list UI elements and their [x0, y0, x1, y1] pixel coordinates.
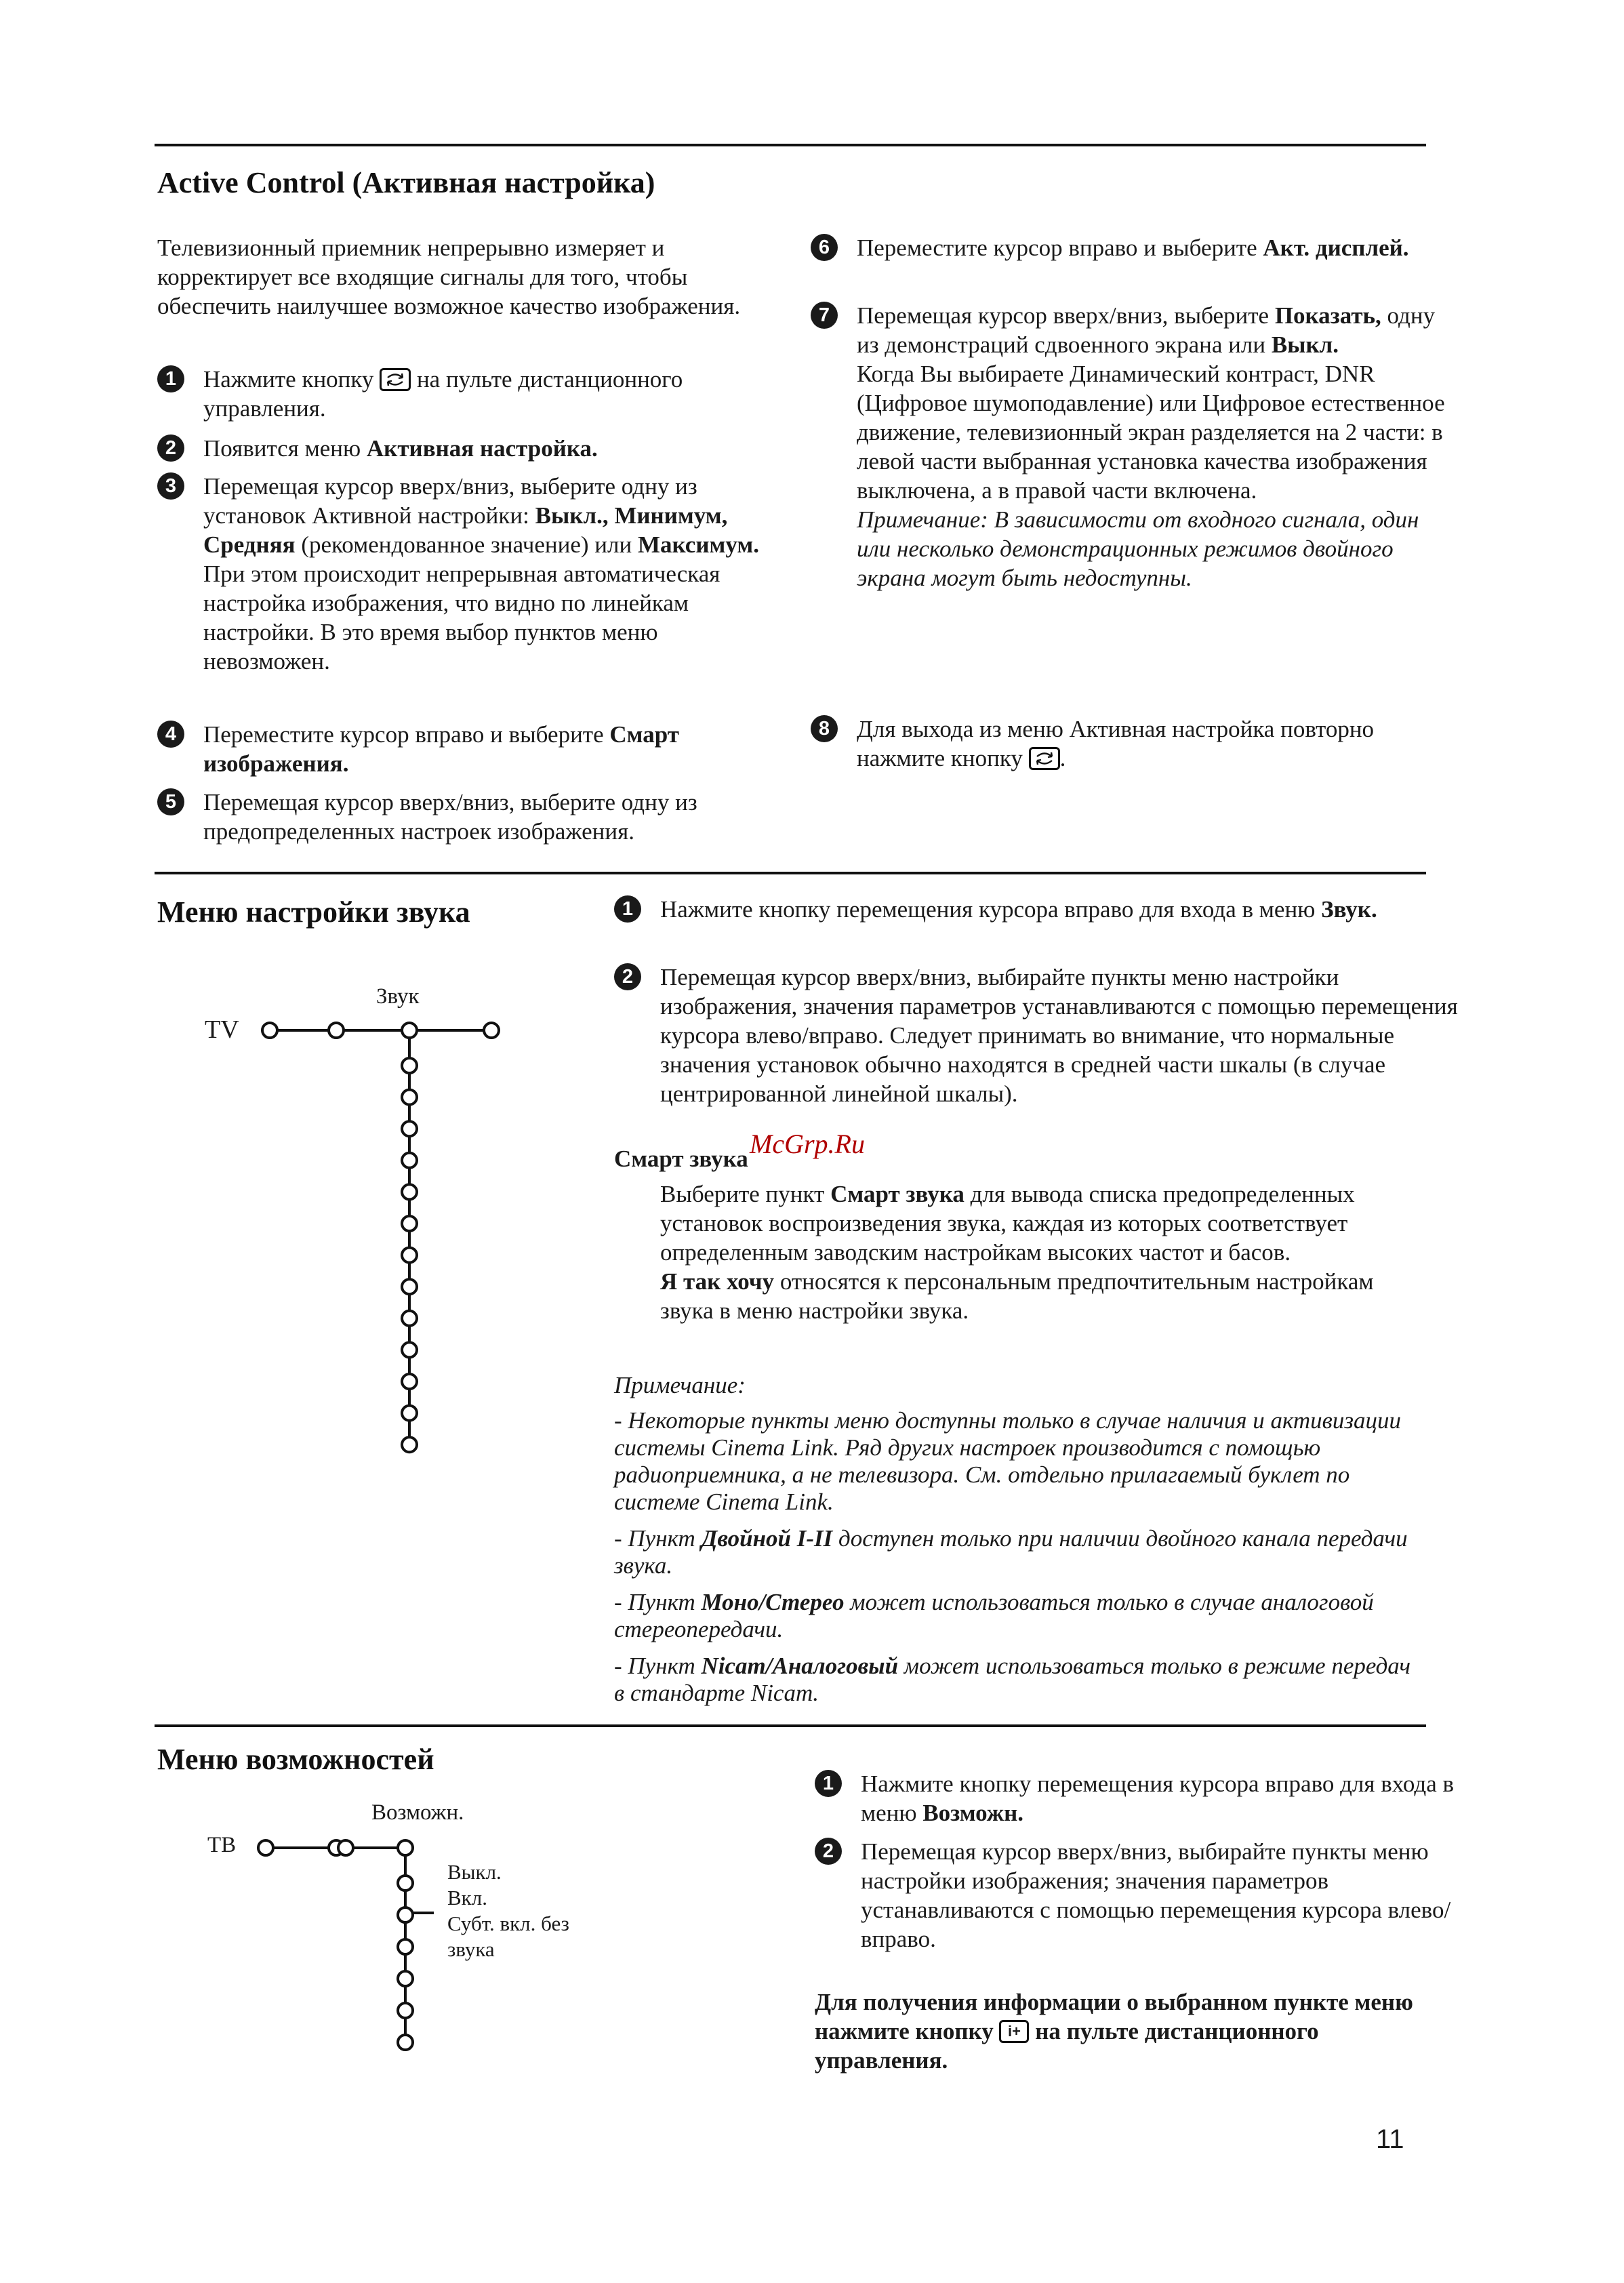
active-control-button-icon: [380, 368, 411, 391]
sound-step-1: 1 Нажмите кнопку перемещения курсора вправо для входа в меню Звук.: [614, 895, 1467, 924]
subtitle-option-on: Вкл.: [447, 1886, 487, 1910]
sound-note-3: - Пункт Моно/Стерео может использоваться только в случае аналоговой стереопередачи.: [614, 1589, 1374, 1642]
sound-menu-title: Меню настройки звука: [157, 895, 470, 929]
step-number-2-icon: 2: [815, 1838, 842, 1865]
sound-diagram-node-10: [402, 1374, 417, 1389]
active-control-intro: Телевизионный приемник непрерывно измеряет и корректирует все входящие сигналы для того, чтобы обеспечить наилучшее возможное качество изображения.: [157, 235, 741, 319]
active-control-title: Active Control (Активная настройка): [157, 166, 655, 199]
step-number-2-icon: 2: [157, 435, 184, 462]
sound-diagram-node-top-0: [262, 1023, 277, 1038]
ac-step-4: 4 Переместите курсор вправо и выберите Смарт изображения.: [157, 720, 786, 778]
sound-diagram-node-11: [402, 1406, 417, 1421]
section-rule-features: [155, 1724, 1426, 1727]
ac-step-3: 3 Перемещая курсор вверх/вниз, выберите одну из установок Активной настройки: Выкл., Минимум, Средняя (рекомендованное значение) или Максимум. При этом происходит непрерывная автоматическая настройка изображения, что видно по линейкам настройки. В это время выбор пунктов меню невозможен.: [157, 472, 786, 676]
features-step-2: 2 Перемещая курсор вверх/вниз, выбирайте пункты меню настройки изображения; значения параметров устанавливаются с помощью перемещения курсора влево/вправо.: [815, 1837, 1471, 1954]
sound-note-4: - Пункт Nicam/Аналоговый может использоваться только в режиме передач в стандарте Nicam.: [614, 1653, 1411, 1706]
features-diagram-node-5: [398, 2035, 413, 2050]
features-info-text: Для получения информации о выбранном пункте меню нажмите кнопку i+ на пульте дистанционного управления.: [815, 1989, 1413, 2074]
features-diagram-node-2: [398, 1939, 413, 1954]
sound-diagram-node-top-1: [329, 1023, 344, 1038]
page-number: 11: [1376, 2124, 1404, 2154]
ac-step-7: 7 Перемещая курсор вверх/вниз, выберите Показать, одну из демонстраций сдвоенного экрана или Выкл. Когда Вы выбираете Динамический контраст, DNR (Цифровое шумоподавление) или Цифровое естественное движение, телевизионный экран разделяется на 2 части: в левой части выбранная установка качества изображения выключена, а в правой части включена. Примечание: В зависимости от входного сигнала, один или несколько демонстрационных режимов двойного экрана могут быть недоступны.: [811, 301, 1453, 592]
features-diagram-node-mid-a: [329, 1840, 344, 1855]
watermark: McGrp.Ru: [750, 1129, 865, 1159]
sound-diagram-node-1: [402, 1090, 417, 1105]
sound-diagram-node-6: [402, 1248, 417, 1263]
smart-sound-heading: Смарт звука: [614, 1146, 748, 1172]
sound-diagram-node-9: [402, 1342, 417, 1357]
step-number-7-icon: 7: [811, 302, 838, 329]
ac-step-1: 1 Нажмите кнопку на пульте дистанционного управления.: [157, 365, 786, 423]
features-diagram-root: ТВ: [207, 1833, 237, 1857]
smart-sound-text: Выберите пункт Смарт звука для вывода списка предопределенных установок воспроизведения звука, каждая из которых соответствует определенным заводским настройкам высоких частот и басов. Я так хочу относятся к персональным предпочтительным настройкам звука в меню настройки звука.: [660, 1181, 1374, 1324]
ac-step-8: 8 Для выхода из меню Активная настройка повторно нажмите кнопку .: [811, 714, 1453, 773]
sound-step-2: 2 Перемещая курсор вверх/вниз, выбирайте пункты меню настройки изображения, значения параметров устанавливаются с помощью перемещения курсора влево/вправо. Следует принимать во внимание, что нормальные значения установок обычно находятся в средней части шкалы (в случае центрированной линейной шкалы).: [614, 963, 1467, 1108]
section-rule-sound: [155, 872, 1426, 874]
sound-diagram-node-top-3: [484, 1023, 499, 1038]
features-diagram-node-top: [398, 1840, 413, 1855]
subtitle-option-mute-2: звука: [447, 1937, 495, 1961]
step-number-1-icon: 1: [614, 895, 641, 923]
step-number-1-icon: 1: [815, 1770, 842, 1797]
sound-note-heading: Примечание:: [614, 1372, 746, 1398]
sound-diagram-node-3: [402, 1153, 417, 1168]
step-number-1-icon: 1: [157, 365, 184, 392]
sound-diagram-node-top-2: [402, 1023, 417, 1038]
subtitle-option-off: Выкл.: [447, 1860, 502, 1884]
step-number-3-icon: 3: [157, 472, 184, 500]
sound-diagram-node-5: [402, 1216, 417, 1231]
subtitle-option-mute: Субт. вкл. без: [447, 1912, 569, 1935]
features-diagram-node-0: [398, 1876, 413, 1891]
sound-diagram-node-2: [402, 1121, 417, 1136]
sound-note-2: - Пункт Двойной I-II доступен только при наличии двойного канала передачи звука.: [614, 1525, 1408, 1579]
ac-step-2: 2 Появится меню Активная настройка.: [157, 434, 786, 463]
sound-diagram-node-7: [402, 1279, 417, 1294]
features-diagram-node-1: [398, 1907, 413, 1922]
step-number-6-icon: 6: [811, 234, 838, 261]
sound-diagram-node-4: [402, 1184, 417, 1199]
sound-diagram-node-0: [402, 1058, 417, 1073]
ac-step-5: 5 Перемещая курсор вверх/вниз, выберите одну из предопределенных настроек изображения.: [157, 788, 786, 846]
step-number-8-icon: 8: [811, 715, 838, 742]
features-diagram-node-root: [258, 1840, 273, 1855]
features-diagram-header: Возможн.: [371, 1800, 464, 1825]
sound-note-1: - Некоторые пункты меню доступны только в случае наличия и активизации системы Cinema Link. Ряд других настроек производится с помощью радиоприемника, а не телевизора. См. отдельно прилагаемый буклет по системе Cinema Link.: [614, 1407, 1402, 1515]
features-diagram-node-3: [398, 1971, 413, 1986]
features-step-1: 1 Нажмите кнопку перемещения курсора вправо для входа в меню Возможн.: [815, 1769, 1471, 1827]
sound-diagram-header: Звук: [376, 984, 420, 1009]
info-button-icon: i+: [999, 2020, 1029, 2043]
features-menu-title: Меню возможностей: [157, 1743, 434, 1776]
ac-step-6: 6 Переместите курсор вправо и выберите Акт. дисплей.: [811, 233, 1453, 262]
sound-diagram-root: TV: [205, 1015, 239, 1044]
active-control-button-icon: [1029, 747, 1060, 770]
step-number-4-icon: 4: [157, 721, 184, 748]
features-diagram-node-4: [398, 2003, 413, 2018]
sound-diagram-node-12: [402, 1437, 417, 1452]
features-diagram-node-mid-b: [338, 1840, 353, 1855]
step-number-5-icon: 5: [157, 788, 184, 815]
section-rule-top: [155, 144, 1426, 146]
step-number-2-icon: 2: [614, 963, 641, 990]
sound-diagram-node-8: [402, 1311, 417, 1326]
